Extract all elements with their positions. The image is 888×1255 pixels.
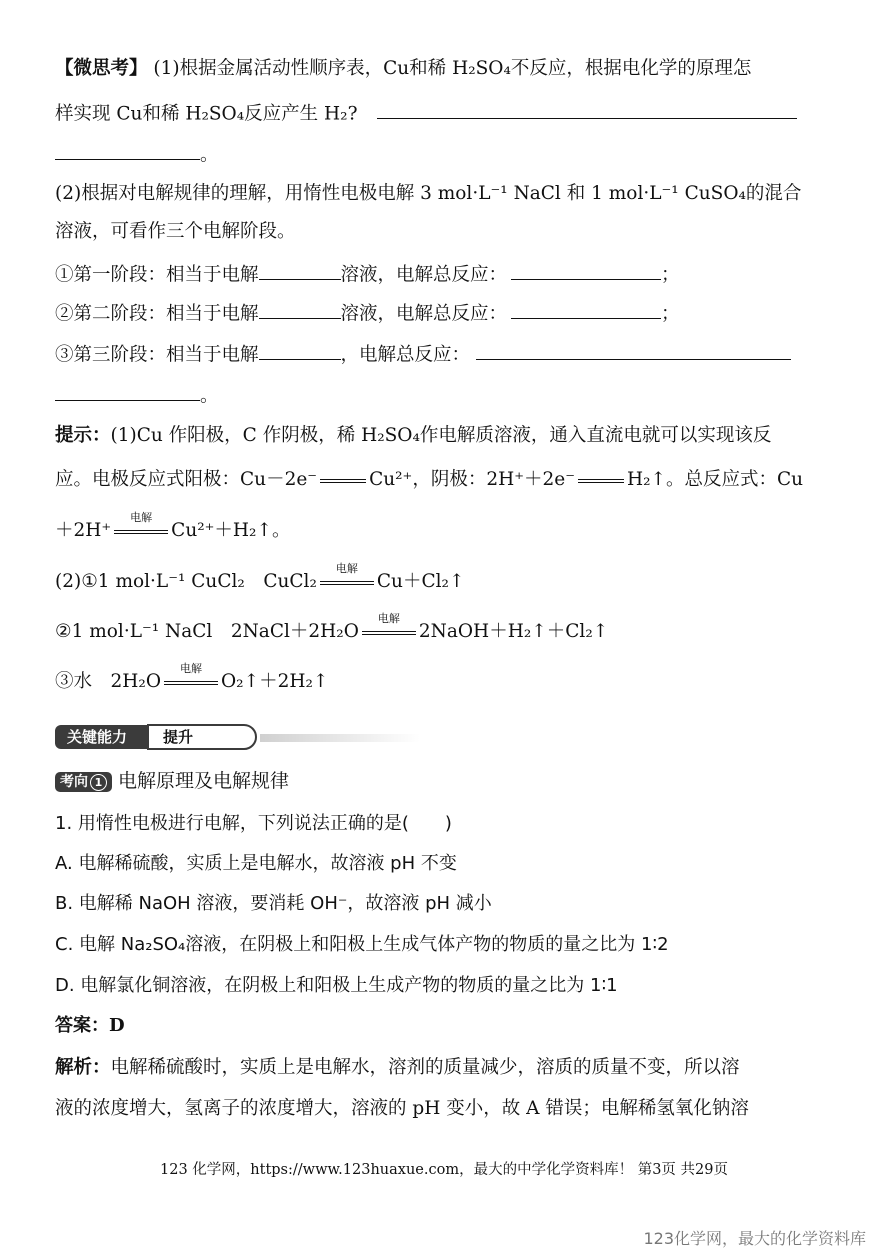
stage1-label: ①第一阶段：相当于电解 [55,264,259,286]
electrolysis-equals-sign: 电解 [162,674,220,690]
stage2-label2: 溶液，电解总反应： [340,303,508,325]
hint-answer2 [55,612,840,645]
banner-part2: 提升 [163,728,194,746]
hint-text: 应。电极反应式阳极：Cu－2e⁻ [55,469,318,490]
hint-text: Cu²⁺＋H₂↑。 [171,520,291,541]
option-b: B. 电解稀 NaOH 溶液，要消耗 OH⁻，故溶液 pH 减小 [55,893,492,914]
stage2-label: ②第二阶段：相当于电解 [55,303,259,325]
stage1-label2: 溶液，电解总反应： [340,264,508,286]
end-mark: 。 [200,144,219,166]
think-q1-line2 [55,99,840,127]
hint-text: Cu²⁺，阴极：2H⁺＋2e⁻ [369,469,575,490]
answer-label: 答案： [55,1015,109,1036]
end-mark: 。 [200,385,219,407]
topic-number: 1 [90,774,107,791]
answer-blank[interactable] [259,299,341,319]
option-d: D. 电解氯化铜溶液，在阴极上和阳极上生成产物的物质的量之比为 1∶1 [55,975,618,996]
hint-text: O₂↑＋2H₂↑ [221,671,329,692]
analysis-line2 [55,1096,840,1122]
think-q2-text2: 溶液，可看作三个电解阶段。 [55,221,296,242]
hint-text: ③水 2H₂O [55,671,161,692]
section-banner [55,725,417,749]
stage2-line [55,299,840,327]
topic-badge: 考向 1 [55,772,112,792]
think-q1-text2: 样实现 Cu和稀 H₂SO₄反应产生 H₂? [55,103,358,125]
hint-text: H₂↑。总反应式：Cu [626,469,804,490]
analysis-label: 解析： [55,1057,111,1078]
hint-line1 [55,423,840,449]
hint-answer1 [55,562,840,595]
think-label: 【微思考】 [55,58,148,79]
hint-label: 提示： [55,425,111,446]
answer-blank[interactable] [511,299,661,319]
hint-line2 [55,467,840,493]
hint-text: ＋2H⁺ [55,520,112,541]
think-q2-text: (2)根据对电解规律的理解，用惰性电极电解 3 mol·L⁻¹ NaCl 和 1 mol·L⁻¹ CuSO₄的混合 [55,183,802,204]
analysis-text: 液的浓度增大，氢离子的浓度增大，溶液的 pH 变小，故 A 错误；电解稀氢氧化钠溶 [55,1098,749,1119]
option-c: C. 电解 Na₂SO₄溶液，在阴极上和阳极上生成气体产物的物质的量之比为 1∶2 [55,934,669,955]
equals-sign [576,472,626,488]
banner-part1: 关键能力 [67,728,128,746]
hint-text: (1)Cu 作阳极，C 作阴极，稀 H₂SO₄作电解质溶液，通入直流电就可以实现该反 [110,425,772,446]
answer-blank[interactable] [476,340,791,360]
hint-answer3 [55,662,840,695]
answer-line [55,1013,840,1039]
stage3-line2 [55,381,840,409]
think-q1-line3 [55,140,840,168]
hint-text: Cu＋Cl₂↑ [376,571,465,592]
hint-text: ②1 mol·L⁻¹ NaCl 2NaCl＋2H₂O [55,621,359,642]
analysis-line1 [55,1055,840,1081]
think-q2-line2 [55,219,840,245]
watermark: 123化学网，最大的化学资料库 [643,1229,866,1248]
electrolysis-equals-sign: 电解 [318,574,376,590]
answer-blank[interactable] [259,260,341,280]
hint-text: (2)①1 mol·L⁻¹ CuCl₂ CuCl₂ [55,571,317,592]
stage1-line [55,260,840,288]
analysis-text: 电解稀硫酸时，实质上是电解水，溶剂的质量减少，溶质的质量不变，所以溶 [110,1057,740,1078]
electrolysis-equals-sign: 电解 [112,523,170,539]
stage3-line [55,340,840,368]
answer-blank[interactable] [55,140,200,160]
think-q1-text: (1)根据金属活动性顺序表，Cu和稀 H₂SO₄不反应，根据电化学的原理怎 [153,58,752,79]
option-a: A. 电解稀硫酸，实质上是电解水，故溶液 pH 不变 [55,853,457,874]
stage3-label: ③第三阶段：相当于电解 [55,344,259,366]
think-q2-line1 [55,181,840,207]
page-footer: 123 化学网，https://www.123huaxue.com，最大的中学化学资料库！ 第3页 共29页 [160,1162,728,1178]
hint-text: 2NaOH＋H₂↑＋Cl₂↑ [418,621,609,642]
question-stem: 1. 用惰性电极进行电解，下列说法正确的是( ) [55,813,452,834]
answer-value: D [109,1015,125,1036]
answer-blank[interactable] [377,99,797,119]
answer-blank[interactable] [55,381,200,401]
answer-blank[interactable] [259,340,341,360]
electrolysis-equals-sign: 电解 [360,624,418,640]
topic-heading [55,768,840,794]
equals-sign [318,472,368,488]
answer-blank[interactable] [511,260,661,280]
semicolon: ； [661,303,680,325]
topic-title: 电解原理及电解规律 [118,770,290,792]
hint-line3 [55,511,840,544]
stage3-label2: ，电解总反应： [340,344,471,366]
semicolon: ； [661,264,680,286]
think-q1-line1 [55,56,840,82]
